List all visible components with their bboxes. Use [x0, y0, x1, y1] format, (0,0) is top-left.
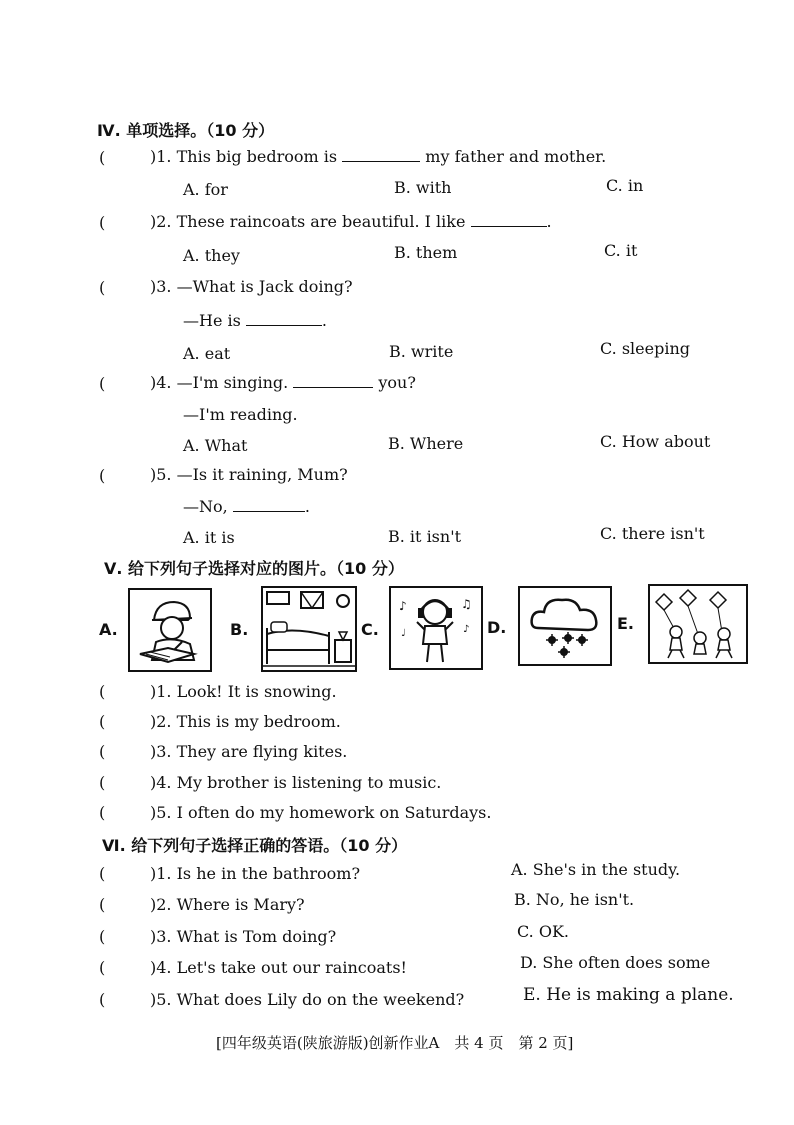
answer-blank	[233, 497, 305, 512]
svg-text:♪: ♪	[463, 624, 470, 635]
answer-6-e: E. He is making a plane.	[523, 985, 734, 1005]
answer-6-c: C. OK.	[517, 922, 569, 941]
question-6-2: )2. Where is Mary?	[150, 895, 305, 914]
answer-paren: (	[99, 148, 106, 167]
svg-text:♫: ♫	[461, 597, 472, 611]
option-a: A. it is	[183, 528, 235, 547]
answer-6-b: B. No, he isn't.	[514, 890, 635, 909]
picture-label-d: D.	[487, 618, 507, 637]
answer-paren: (	[99, 773, 106, 792]
option-b: B. Where	[388, 434, 464, 453]
picture-label-b: B.	[230, 620, 249, 639]
bedroom-icon	[263, 588, 355, 670]
answer-paren: (	[99, 927, 106, 946]
picture-homework	[128, 588, 212, 672]
picture-snow	[518, 586, 612, 666]
answer-6-d: D. She often does some	[520, 953, 711, 972]
sentence-5-2: )2. This is my bedroom.	[150, 712, 341, 731]
option-c: C. it	[604, 241, 638, 260]
question-4-2: )2. These raincoats are beautiful. I like .	[150, 212, 552, 231]
answer-blank	[246, 311, 322, 326]
question-6-3: )3. What is Tom doing?	[150, 927, 337, 946]
page-footer: [四年级英语(陕旅游版)创新作业A 共 4 页 第 2 页]	[216, 1034, 574, 1052]
section-6-heading: Ⅵ. 给下列句子选择正确的答语。（10 分）	[102, 836, 408, 855]
question-6-1: )1. Is he in the bathroom?	[150, 864, 361, 883]
svg-text:♩: ♩	[401, 628, 406, 639]
question-6-4: )4. Let's take out our raincoats!	[150, 958, 407, 977]
option-c: C. in	[606, 176, 644, 195]
answer-paren: (	[99, 374, 106, 393]
option-b: B. it isn't	[388, 527, 462, 546]
answer-paren: (	[99, 742, 106, 761]
answer-paren: (	[99, 278, 106, 297]
child-writing-icon	[130, 590, 210, 670]
picture-music	[389, 586, 483, 670]
sentence-5-3: )3. They are flying kites.	[150, 742, 348, 761]
question-6-5: )5. What does Lily do on the weekend?	[150, 990, 465, 1009]
option-a: A. eat	[183, 344, 231, 363]
answer-paren: (	[99, 895, 106, 914]
answer-paren: (	[99, 712, 106, 731]
picture-bedroom	[261, 586, 357, 672]
option-a: A. for	[183, 180, 228, 199]
option-a: A. they	[183, 246, 240, 265]
answer-paren: (	[99, 803, 106, 822]
sentence-5-5: )5. I often do my homework on Saturdays.	[150, 803, 492, 822]
picture-label-a: A.	[99, 620, 118, 639]
question-4-5-response: —No, .	[183, 497, 310, 516]
answer-paren: (	[99, 213, 106, 232]
answer-paren: (	[99, 990, 106, 1009]
answer-6-a: A. She's in the study.	[511, 860, 681, 879]
option-b: B. with	[394, 178, 452, 197]
question-4-5: )5. —Is it raining, Mum?	[150, 465, 348, 484]
option-c: C. How about	[600, 432, 711, 451]
svg-text:♪: ♪	[399, 599, 407, 613]
picture-kites	[648, 584, 748, 664]
answer-paren: (	[99, 682, 106, 701]
sentence-5-4: )4. My brother is listening to music.	[150, 773, 442, 792]
snow-cloud-icon	[520, 588, 610, 664]
picture-label-c: C.	[361, 620, 379, 639]
option-c: C. sleeping	[600, 339, 691, 358]
question-4-3: )3. —What is Jack doing?	[150, 277, 353, 296]
question-4-4-response: —I'm reading.	[183, 405, 298, 424]
option-c: C. there isn't	[600, 524, 705, 543]
section-5-heading: Ⅴ. 给下列句子选择对应的图片。（10 分）	[104, 559, 404, 578]
option-b: B. them	[394, 243, 458, 262]
answer-paren: (	[99, 466, 106, 485]
section-4-heading: Ⅳ. 单项选择。（10 分）	[97, 121, 275, 140]
answer-blank	[293, 373, 373, 388]
question-4-3-response: —He is .	[183, 311, 328, 330]
answer-blank	[342, 147, 420, 162]
boy-headphones-icon	[391, 588, 481, 668]
answer-paren: (	[99, 958, 106, 977]
question-4-1: )1. This big bedroom is my father and mother.	[150, 147, 607, 166]
children-kites-icon	[650, 586, 746, 662]
sentence-5-1: )1. Look! It is snowing.	[150, 682, 337, 701]
answer-paren: (	[99, 864, 106, 883]
picture-label-e: E.	[617, 614, 635, 633]
option-b: B. write	[389, 342, 454, 361]
answer-blank	[471, 212, 547, 227]
option-a: A. What	[183, 436, 248, 455]
question-4-4: )4. —I'm singing. you?	[150, 373, 416, 392]
